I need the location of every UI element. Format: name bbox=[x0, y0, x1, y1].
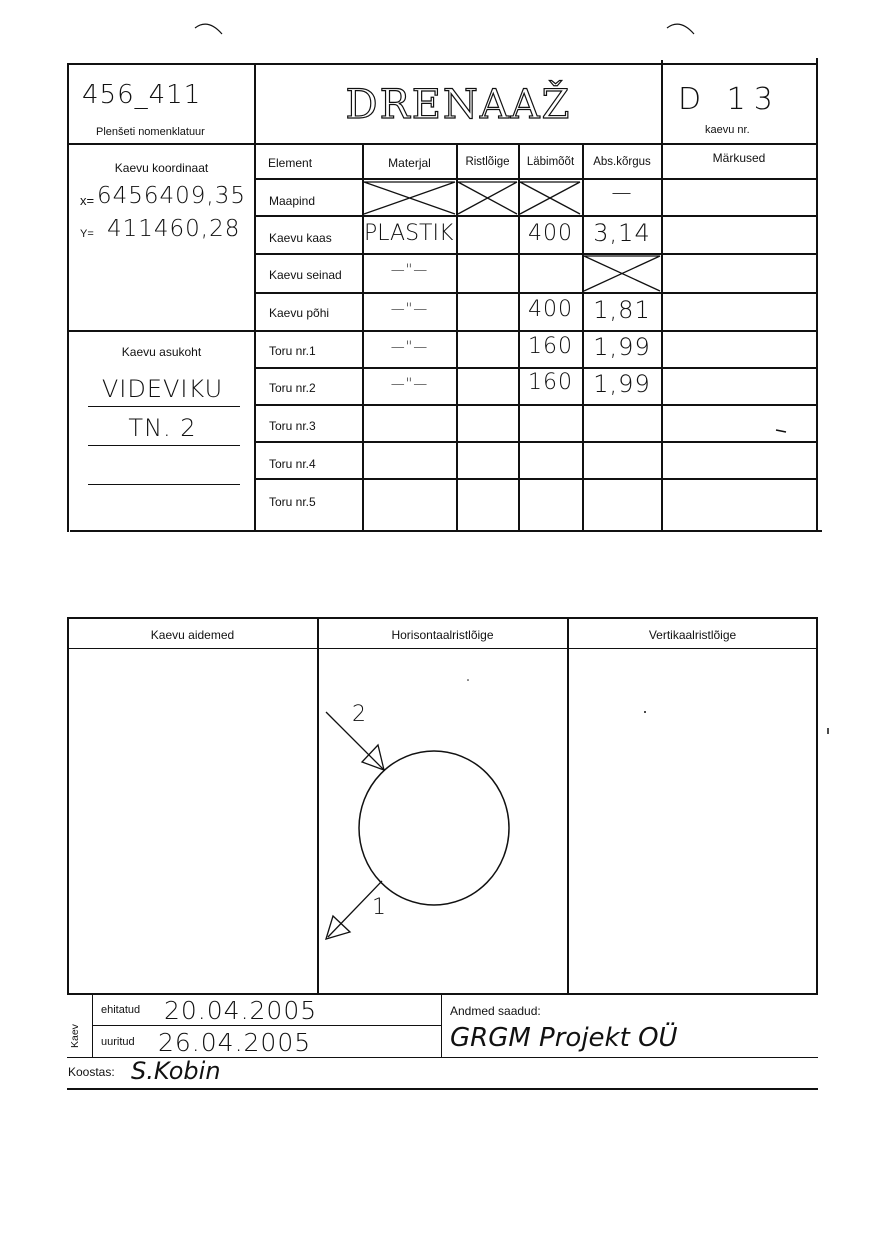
value-toru1-height: 1,99 bbox=[593, 333, 651, 361]
value-toru1-material: —"— bbox=[390, 339, 429, 355]
nomenclature-label: Plenšeti nomenklatuur bbox=[96, 126, 205, 138]
value-pohi-diameter: 400 bbox=[528, 297, 573, 322]
author-label: Koostas: bbox=[68, 1065, 115, 1079]
row-element-toru-2: Toru nr.2 bbox=[269, 381, 316, 395]
value-toru1-diameter: 160 bbox=[528, 334, 573, 359]
well-number-value: D 13 bbox=[678, 82, 781, 117]
pipe-2-label: 2 bbox=[352, 702, 367, 727]
col-header-cross-section: Ristlõige bbox=[465, 156, 510, 168]
speck bbox=[644, 711, 646, 713]
surveyed-label: uuritud bbox=[101, 1036, 135, 1048]
col-header-abs-height: Abs.kõrgus bbox=[593, 156, 651, 168]
drawing-col-aidemed: Kaevu aidemed bbox=[150, 628, 235, 642]
col-header-element: Element bbox=[268, 156, 313, 170]
value-toru2-material: —"— bbox=[390, 376, 429, 392]
well-number-label: kaevu nr. bbox=[705, 124, 750, 136]
nomenclature-value: 456_411 bbox=[82, 80, 202, 110]
location-label: Kaevu asukoht bbox=[121, 345, 202, 359]
coordinate-y-value: 411460,28 bbox=[107, 216, 241, 242]
coordinate-x-prefix: x= bbox=[80, 193, 95, 208]
surveyed-value: 26.04.2005 bbox=[158, 1028, 312, 1057]
speck bbox=[467, 679, 469, 681]
data-source-value: GRGM Projekt OÜ bbox=[450, 1023, 678, 1053]
row-element-toru-4: Toru nr.4 bbox=[269, 457, 316, 471]
created-value: 20.04.2005 bbox=[164, 996, 318, 1025]
value-pohi-material: —"— bbox=[390, 301, 429, 317]
value-kaas-height: 3,14 bbox=[593, 219, 651, 247]
data-source-label: Andmed saadud: bbox=[450, 1004, 541, 1018]
drawing-col-horizontal: Horisontaalristlõige bbox=[391, 628, 494, 642]
col-header-diameter: Läbimõõt bbox=[526, 156, 575, 168]
row-element-kaevu-seinad: Kaevu seinad bbox=[269, 268, 342, 282]
author-value: S.Kobin bbox=[131, 1057, 221, 1085]
location-line1: VIDEVIKU bbox=[101, 375, 224, 403]
row-element-kaevu-pohi: Kaevu põhi bbox=[269, 306, 330, 320]
created-label: ehitatud bbox=[101, 1004, 141, 1016]
col-header-material: Materjal bbox=[388, 156, 431, 170]
row-element-toru-3: Toru nr.3 bbox=[269, 419, 316, 433]
row-element-toru-1: Toru nr.1 bbox=[269, 344, 316, 358]
kaev-label: Kaev bbox=[69, 1024, 81, 1048]
coordinates-label: Kaevu koordinaat bbox=[114, 161, 209, 175]
value-maapind-height: — bbox=[611, 180, 633, 204]
row-element-toru-5: Toru nr.5 bbox=[269, 495, 316, 509]
value-toru2-diameter: 160 bbox=[528, 370, 573, 395]
value-seinad-material: —"— bbox=[390, 262, 429, 278]
value-toru2-height: 1,99 bbox=[593, 370, 651, 398]
form-title: DRENAAŽ bbox=[345, 82, 572, 128]
pipe-1-label: 1 bbox=[372, 895, 387, 920]
value-kaas-diameter: 400 bbox=[528, 221, 573, 246]
col-header-notes: Märkused bbox=[712, 151, 766, 165]
row-element-maapind: Maapind bbox=[269, 194, 316, 208]
coordinate-x-value: 6456409,35 bbox=[97, 183, 247, 209]
location-line2: TN. 2 bbox=[128, 414, 197, 442]
value-pohi-height: 1,81 bbox=[593, 296, 651, 324]
drawing-col-vertical: Vertikaalristlõige bbox=[648, 628, 737, 642]
value-kaas-material: PLASTIK bbox=[364, 221, 454, 246]
row-element-kaevu-kaas: Kaevu kaas bbox=[269, 231, 332, 245]
coordinate-y-prefix: Y= bbox=[80, 228, 94, 240]
